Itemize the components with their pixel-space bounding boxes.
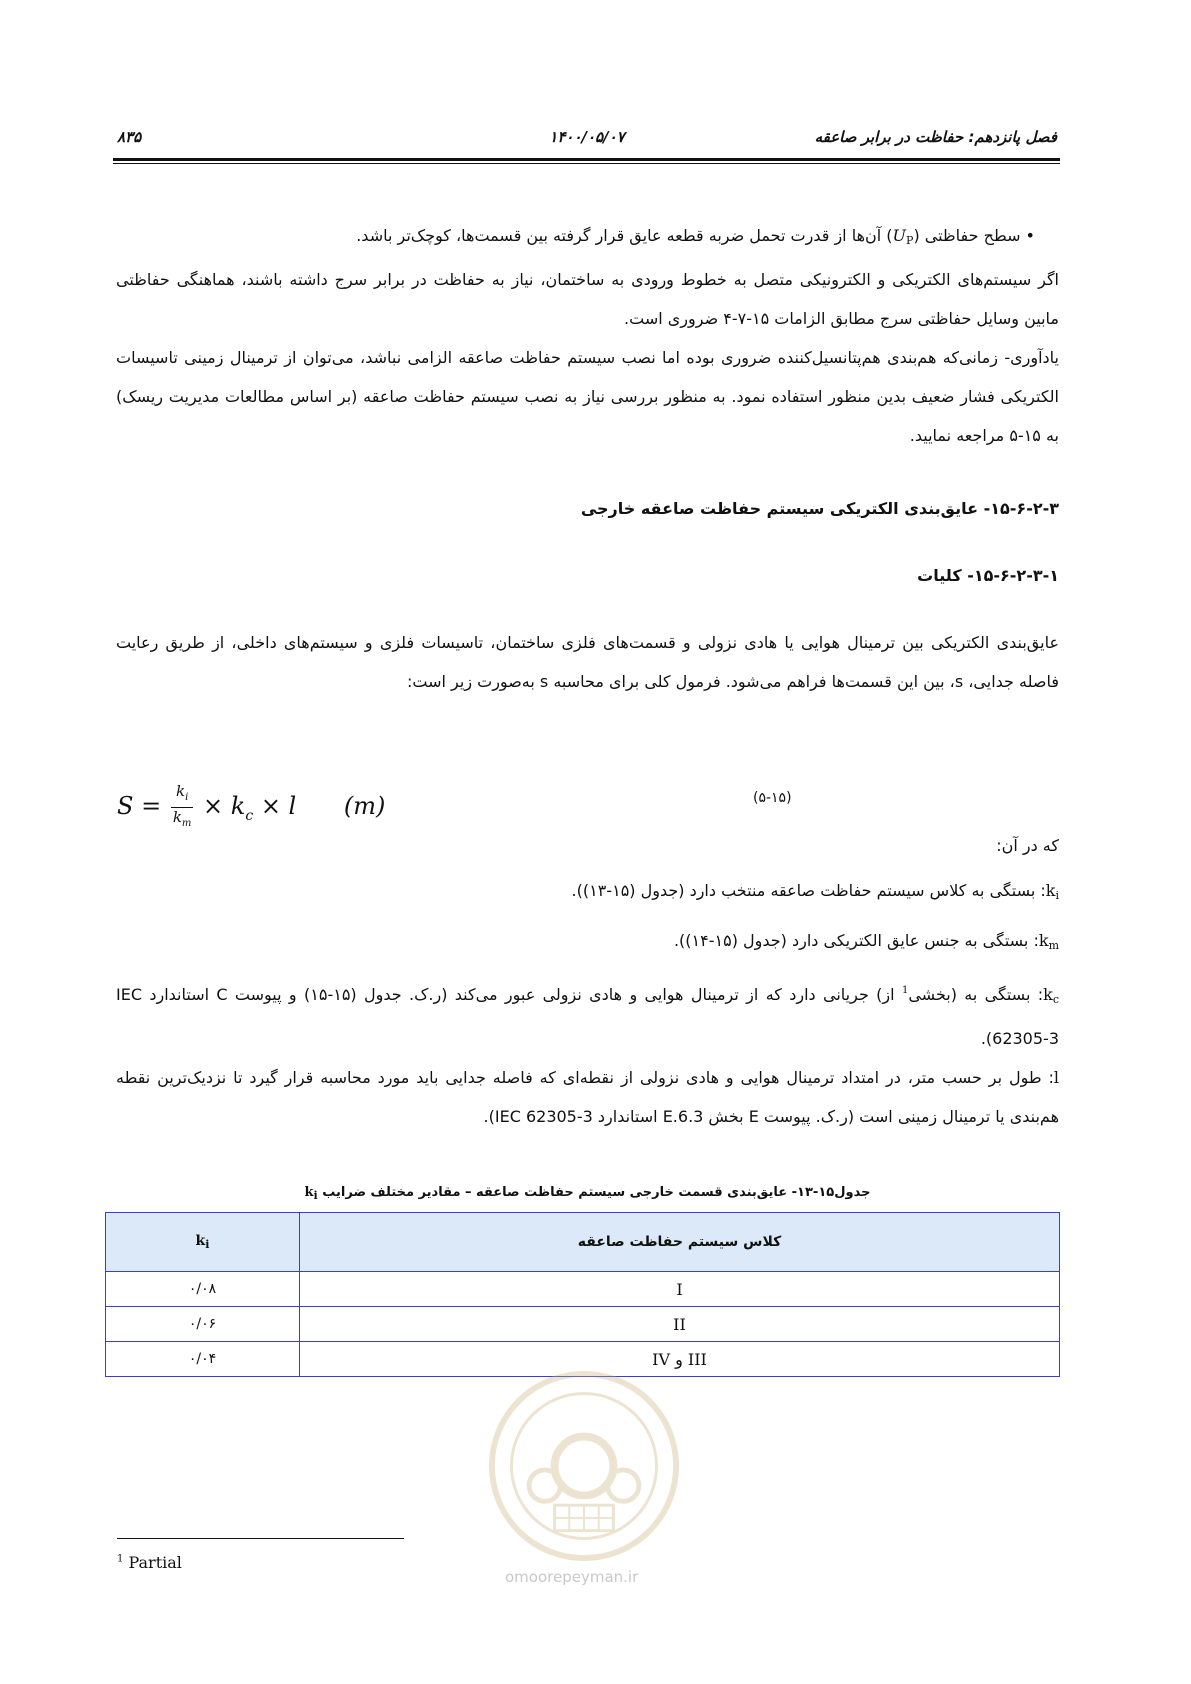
def-km: $k_m$: بستگی به جنس عایق الکتریکی دارد (جدول (۱۵-۱۴)). [673, 931, 1059, 952]
definitions-intro: که در آن: [996, 836, 1059, 855]
cell-class: III و IV [300, 1342, 1060, 1377]
def-ki: $k_i$: بستگی به کلاس سیستم حفاظت صاعقه منتخب دارد (جدول (۱۵-۱۳)). [571, 881, 1059, 902]
footnote-marker: 1 [901, 985, 909, 996]
page-number: ۸۳۵ [117, 128, 142, 146]
body-text [116, 216, 1059, 701]
paragraph-general: عایق‌بندی الکتریکی بین ترمینال هوایی یا هادی نزولی و قسمت‌های فلزی ساختمان، تاسیسات فلزی و سیستم‌های داخلی، از طریق رعایت فاصله جدایی، s، بین این قسمت‌ها فراهم می‌شود. فرمول کلی برای محاسبه s به‌صورت زیر است: [116, 633, 1059, 691]
watermark-url: omoorepeyman.ir [505, 1568, 639, 1586]
table-caption: جدول۱۵-۱۳- عایق‌بندی قسمت خارجی سیستم حفاظت صاعقه – مقادیر مختلف ضرایب $k_i$ [304, 1185, 871, 1202]
cell-class: I [300, 1272, 1060, 1307]
separation-formula: S = $\frac{k_i}{k_m}$ × $k_c \times l$ (m) [117, 782, 385, 838]
page-header [117, 128, 1057, 154]
table-row [106, 1272, 1060, 1307]
bullet-item: • سطح حفاظتی $(U_P)$ آن‌ها از قدرت تحمل ضربه قطعه عایق قرار گرفته بین قسمت‌ها، کوچک‌تر باشد. [356, 226, 1035, 247]
formula-fraction: $\frac{k_i}{k_m}$ [172, 782, 192, 829]
equation-number: (۵-۱۵) [753, 790, 792, 806]
table-row [106, 1307, 1060, 1342]
header-rule-thick [113, 158, 1060, 161]
chapter-title: فصل پانزدهم: حفاظت در برابر صاعقه [814, 128, 1057, 146]
cell-class: II [300, 1307, 1060, 1342]
header-rule-thin [113, 163, 1060, 164]
definitions [116, 826, 1059, 1136]
formula-block [117, 782, 1060, 832]
footnote: $^1$ Partial [117, 1553, 182, 1572]
ki-table [105, 1212, 1060, 1377]
cell-ki: ۰/۰۴ [106, 1342, 300, 1377]
footnote-rule [117, 1538, 404, 1539]
formula-unit: (m) [343, 792, 386, 820]
section-heading: ۱۵-۶-۲-۳- عایق‌بندی الکتریکی سیستم حفاظت صاعقه خارجی [580, 499, 1059, 518]
def-kc: $k_c$: بستگی به (بخشی$^1$ از) جریانی دارد که از ترمینال هوایی و هادی نزولی عبور می‌کند (ر.ک. جدول (۱۵-۱۵) و پیوست C استاندارد IEC 62305-3). [116, 985, 1060, 1048]
header-ki: $k_i$ [106, 1213, 300, 1272]
def-l: l: طول بر حسب متر، در امتداد ترمینال هوایی و هادی نزولی از نقطه‌ای که فاصله جدایی باید مورد محاسبه قرار گیرد تا نزدیک‌ترین نقطه هم‌بندی یا ترمینال زمینی است (ر.ک. پیوست E بخش E.6.3 استاندارد IEC 62305-3). [116, 1068, 1059, 1126]
header-class: کلاس سیستم حفاظت صاعقه [300, 1213, 1060, 1272]
cell-ki: ۰/۰۸ [106, 1272, 300, 1307]
paragraph-surge: اگر سیستم‌های الکتریکی و الکترونیکی متصل به خطوط ورودی به ساختمان، نیاز به حفاظت در برابر سرج داشته باشند، هماهنگی حفاظتی مابین وسایل حفاظتی سرج مطابق الزامات ۱۵-۷-۴ ضروری است. [116, 270, 1059, 328]
paragraph-note: یادآوری- زمانی‌که هم‌بندی هم‌پتانسیل‌کننده ضروری بوده اما نصب سیستم حفاظت صاعقه الزامی نباشد، می‌توان از ترمینال زمینی تاسیسات الکتریکی فشار ضعیف بدین منظور استفاده نمود. به منظور بررسی نیاز به نصب سیستم حفاظت صاعقه (بر اساس مطالعات مدیریت ریسک) به ۱۵-۵ مراجعه نمایید. [116, 348, 1059, 445]
subsection-heading: ۱۵-۶-۲-۳-۱- کلیات [917, 566, 1059, 585]
header-date: ۱۴۰۰/۰۵/۰۷ [549, 128, 625, 146]
table-header-row [106, 1213, 1060, 1272]
cell-ki: ۰/۰۶ [106, 1307, 300, 1342]
watermark-logo [486, 1368, 682, 1564]
